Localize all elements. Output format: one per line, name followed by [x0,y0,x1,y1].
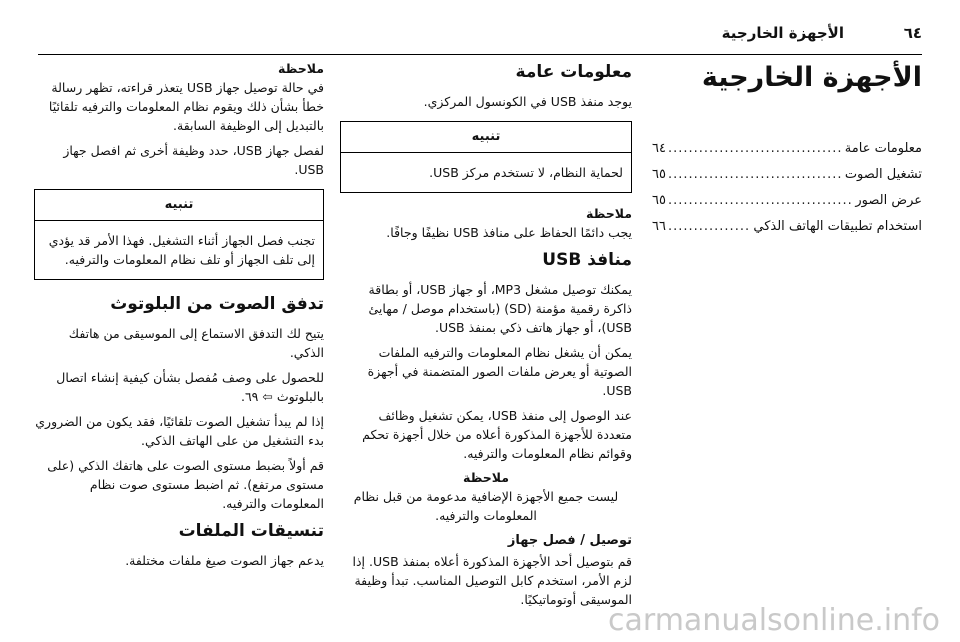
chapter-title: الأجهزة الخارجية [701,62,922,93]
toc-leader-dots [668,214,751,240]
toc-item-page: ٦٦ [652,219,666,234]
toc-item-label: معلومات عامة [844,141,922,156]
note-label: ملاحظة [278,61,324,76]
note-text: في حالة توصيل جهاز USB يتعذر قراءته، تظهر رسالة خطأ بشأن ذلك ويقوم نظام المعلومات والترفيه تلقائيًا بالتبديل إلى الوظيفة السابقة. [48,80,324,133]
running-title: الأجهزة الخارجية [721,24,844,42]
caution-text: تجنب فصل الجهاز أثناء التشغيل. فهذا الأمر قد يؤدي إلى تلف الجهاز أو تلف نظام المعلومات والترفيه. [48,233,315,267]
general-info-heading: معلومات عامة [515,62,632,82]
toc-item-page: ٦٤ [652,141,666,156]
general-info-column [340,60,632,615]
toc-item-page: ٦٥ [652,167,666,182]
file-formats-text: يدعم جهاز الصوت صيغ ملفات مختلفة. [125,553,324,568]
usb-devices-text: يمكنك توصيل مشغل MP3، أو جهاز USB، أو بطاقة ذاكرة رقمية مؤمنة (SD) (باستخدام موصل / مهايئ USB)، أو جهاز هاتف ذكي بمنفذ USB. [368,282,632,335]
toc-leader-dots [668,162,843,188]
connect-disconnect-heading: توصيل / فصل جهاز [507,533,632,548]
disconnect-usb-text: لفصل جهاز USB، حدد وظيفة أخرى ثم افصل جهاز USB. [63,143,324,177]
caution-box [34,189,324,280]
file-formats-heading: تنسيقات الملفات [178,521,324,541]
usb-ports-heading: منافذ USB [542,250,632,270]
toc-item-label: تشغيل الصوت [844,167,922,182]
toc-item-page: ٦٥ [652,193,666,208]
usb-location-text: يوجد منفذ USB في الكونسول المركزي. [423,94,632,109]
note-text: يجب دائمًا الحفاظ على منافذ USB نظيفًا وجافًا. [386,225,632,240]
page-number: ٦٤ [903,24,922,42]
toc-item[interactable] [652,214,922,240]
toc-leader-dots [668,136,843,162]
toc-item-label: عرض الصور [855,193,922,208]
bluetooth-streaming-heading: تدفق الصوت من البلوتوث [110,294,324,314]
note-label: ملاحظة [586,206,632,221]
page-header [0,18,960,48]
auto-play-text: إذا لم يبدأ تشغيل الصوت تلقائيًا، فقد يكون من الضروري بدء التشغيل من على الهاتف الذكي. [35,414,324,448]
toc-item[interactable] [652,162,922,188]
bluetooth-column [34,60,324,576]
toc-item[interactable] [652,136,922,162]
bluetooth-connection-text: للحصول على وصف مُفصل بشأن كيفية إنشاء اتصال بالبلوتوث ⇦ ٦٩. [56,370,324,404]
streaming-text: يتيح لك التدفق الاستماع إلى الموسيقى من هاتفك الذكي. [68,326,324,360]
volume-text: قم أولاً بضبط مستوى الصوت على هاتفك الذكي (على مستوى مرتفع). ثم اضبط مستوى صوت نظام المعلومات والترفيه. [47,458,324,511]
caution-text: لحماية النظام، لا تستخدم مركز USB. [429,165,623,180]
toc-item-label: استخدام تطبيقات الهاتف الذكي [753,219,922,234]
chapter-column [652,60,922,240]
connect-instructions-text: قم بتوصيل أحد الأجهزة المذكورة أعلاه بمنفذ USB. إذا لزم الأمر، استخدم كابل التوصيل المناسب. تبدأ وظيفة الموسيقى أوتوماتيكيًا. [352,554,632,607]
caution-box [340,121,632,193]
caution-label: تنبيه [35,190,323,221]
table-of-contents [652,136,922,240]
caution-label: تنبيه [341,122,631,153]
toc-item[interactable] [652,188,922,214]
usb-functions-text: عند الوصول إلى منفذ USB، يمكن تشغيل وظائف متعددة للأجهزة المذكورة أعلاه من خلال أجهزة تحكم وقوائم نظام المعلومات والترفيه. [362,408,632,461]
header-rule [38,54,922,55]
toc-leader-dots [668,188,853,214]
watermark: carmanualsonline.info [608,603,940,638]
note-text: ليست جميع الأجهزة الإضافية مدعومة من قبل نظام المعلومات والترفيه. [353,489,619,523]
note-label: ملاحظة [463,470,509,485]
usb-playback-text: يمكن أن يشغل نظام المعلومات والترفيه الملفات الصوتية أو يعرض ملفات الصور المتضمنة في أجهزة USB. [367,345,632,398]
